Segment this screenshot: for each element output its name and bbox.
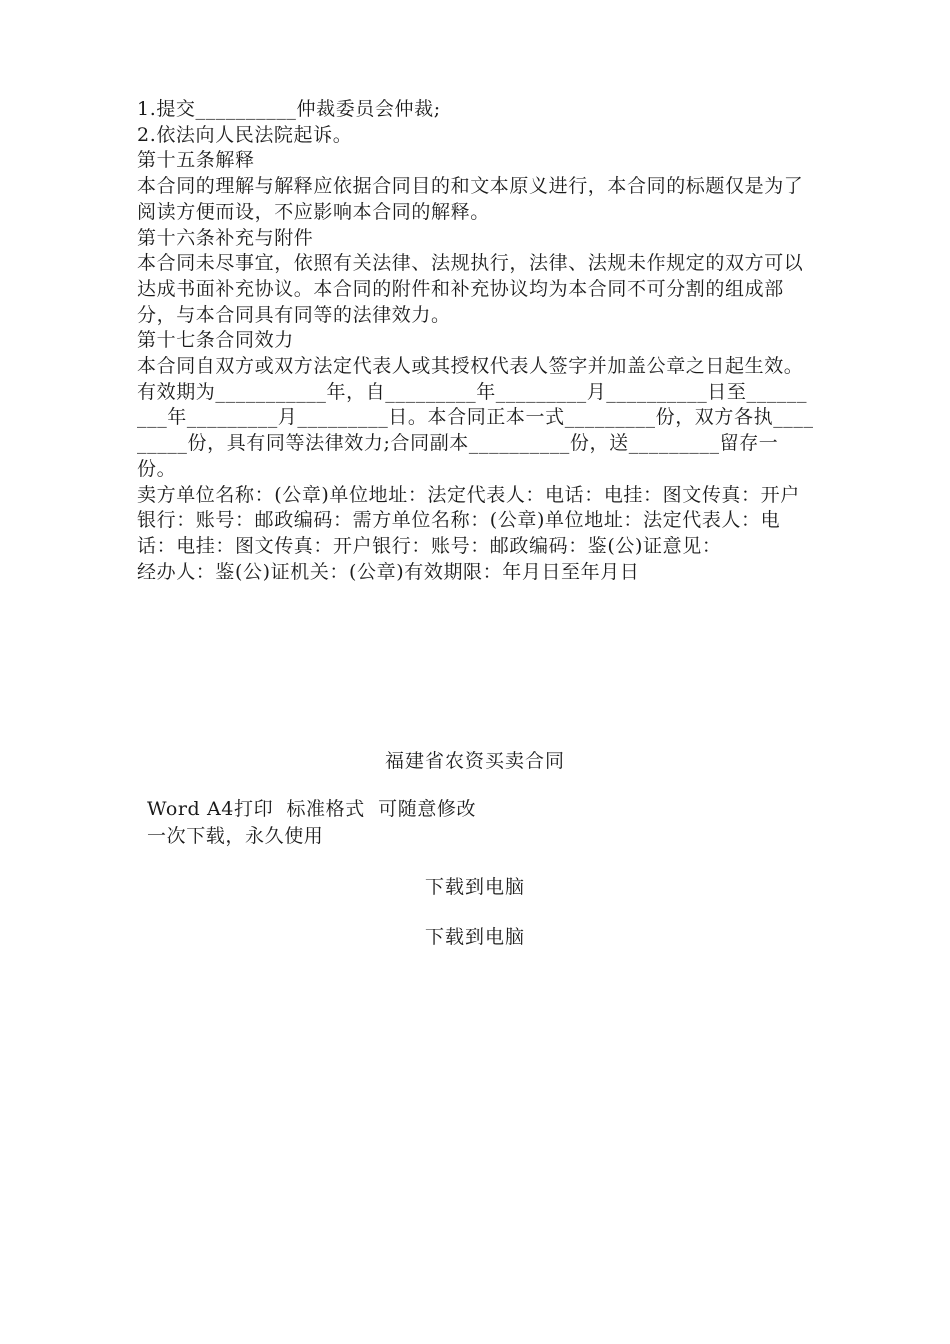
promo-block: [147, 796, 476, 850]
contract-body: [137, 97, 817, 585]
article-16-text: 本合同未尽事宜，依照有关法律、法规执行，法律、法规未作规定的双方可以达成书面补充协议。本合同的附件和补充协议均为本合同不可分割的组成部分，与本合同具有同等的法律效力。: [137, 252, 804, 326]
promo-usage-line: 一次下载，永久使用: [147, 825, 324, 847]
article-17-text: 本合同自双方或双方法定代表人或其授权代表人签字并加盖公章之日起生效。有效期为___________年，自_________年_________月__________日至_________年_________月_________日。本合同正本一式_________份，双方各执_________份，具有同等法律效力;合同副本__________份，送_________留存一份。: [137, 355, 814, 480]
document-title: 福建省农资买卖合同: [384, 750, 565, 772]
signature-block: 卖方单位名称：(公章)单位地址：法定代表人：电话：电挂：图文传真：开户银行：账号：邮政编码：需方单位名称：(公章)单位地址：法定代表人：电话：电挂：图文传真：开户银行：账号：邮政编码：鉴(公)证意见：: [137, 483, 800, 557]
handler-line: 经办人：鉴(公)证机关：(公章)有效期限：年月日至年月日: [137, 560, 640, 583]
clause-lawsuit: 2.依法向人民法院起诉。: [137, 123, 353, 146]
clause-arbitration: 1.提交__________仲裁委员会仲裁;: [137, 98, 441, 120]
article-15-text: 本合同的理解与解释应依据合同目的和文本原义进行，本合同的标题仅是为了阅读方便而设，不应影响本合同的解释。: [137, 175, 804, 223]
article-15-heading: 第十五条解释: [137, 149, 255, 172]
download-link[interactable]: 下载到电脑: [424, 876, 525, 898]
article-16-heading: 第十六条补充与附件: [137, 226, 314, 249]
download-link-secondary[interactable]: 下载到电脑: [424, 926, 525, 948]
article-17-heading: 第十七条合同效力: [137, 329, 294, 352]
promo-format-line: Word A4打印 标准格式 可随意修改: [147, 798, 477, 820]
